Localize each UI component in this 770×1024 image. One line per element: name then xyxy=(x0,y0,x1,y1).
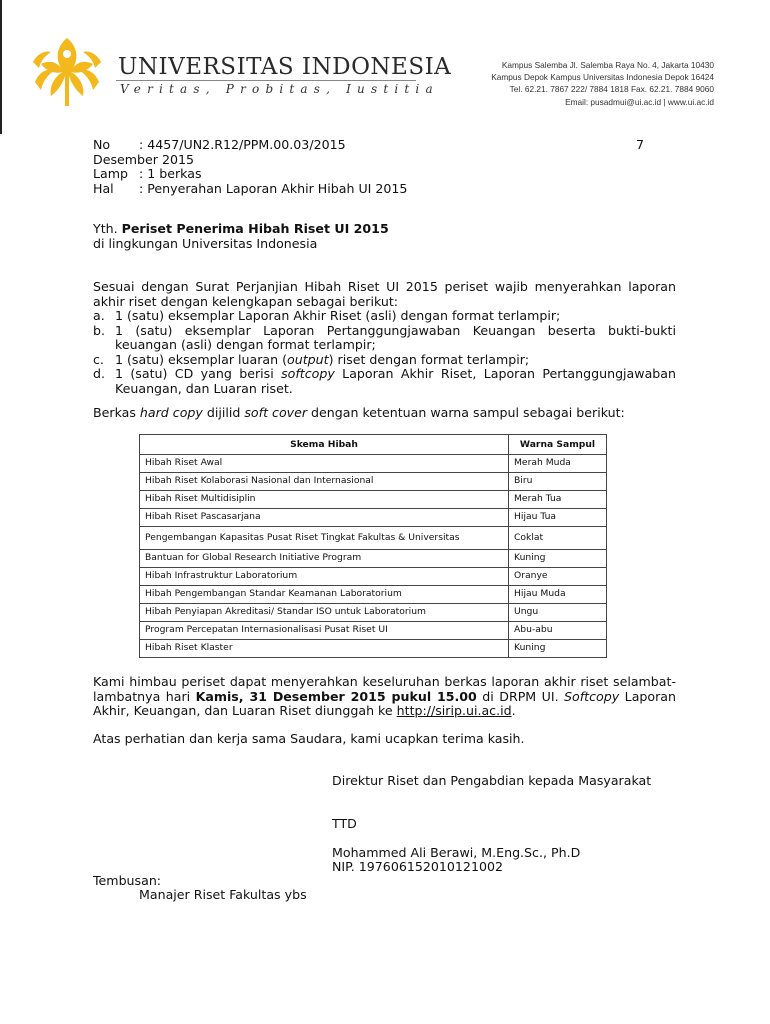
skema-cell: Hibah Penyiapan Akreditasi/ Standar ISO untuk Laboratorium xyxy=(140,604,509,622)
recipient-location: di lingkungan Universitas Indonesia xyxy=(93,235,318,251)
skema-cell: Program Percepatan Internasionalisasi Pusat Riset UI xyxy=(140,622,509,640)
deadline-italic: Softcopy xyxy=(564,688,620,704)
berkas-text: Berkas xyxy=(93,405,140,420)
table-row xyxy=(140,527,607,550)
list-item-text: 1 (satu) eksemplar Laporan Akhir Riset (asli) dengan format terlampir; xyxy=(115,308,561,323)
table-row xyxy=(140,604,607,622)
warna-cell: Kuning xyxy=(509,640,607,658)
warna-cell: Merah Muda xyxy=(509,455,607,473)
no-label: No xyxy=(93,137,111,152)
list-item xyxy=(93,367,676,396)
signer-nip: NIP. 197606152010121002 xyxy=(332,859,503,874)
list-marker: a. xyxy=(93,308,105,323)
column-header-skema: Skema Hibah xyxy=(140,435,509,455)
deadline-text: di DRPM UI. xyxy=(476,688,565,704)
skema-cell: Hibah Riset Klaster xyxy=(140,640,509,658)
letter-day: 7 xyxy=(636,137,645,152)
ttd-label: TTD xyxy=(332,816,357,831)
lamp-value: : 1 berkas xyxy=(139,166,202,181)
berkas-text: dengan ketentuan warna sampul sebagai berikut: xyxy=(307,405,625,420)
list-marker: c. xyxy=(93,351,104,367)
table-header-row xyxy=(140,435,607,455)
berkas-italic: hard copy xyxy=(139,405,203,420)
warna-cell: Merah Tua xyxy=(509,491,607,509)
table-row xyxy=(140,550,607,568)
warna-cell: Hijau Tua xyxy=(509,509,607,527)
signer-name: Mohammed Ali Berawi, M.Eng.Sc., Ph.D xyxy=(332,845,581,860)
letter-month-year: Desember 2015 xyxy=(93,151,194,167)
table-row xyxy=(140,622,607,640)
skema-cell: Hibah Riset Awal xyxy=(140,455,509,473)
skema-cell: Hibah Riset Pascasarjana xyxy=(140,509,509,527)
list-item-text: ) riset dengan format terlampir; xyxy=(328,351,530,367)
skema-cell: Bantuan for Global Research Initiative Program xyxy=(140,550,509,568)
list-item xyxy=(93,324,676,353)
table-row xyxy=(140,568,607,586)
deadline-text: Laporan Akhir, Keuangan, dan Luaran Riset diunggah ke xyxy=(93,688,676,718)
letter-reference xyxy=(93,138,653,196)
makara-logo-icon xyxy=(27,32,107,112)
address-line: Kampus Salemba Jl. Salemba Raya No. 4, Jakarta 10430 xyxy=(501,60,714,70)
university-name: UNIVERSITAS INDONESIA xyxy=(118,54,452,80)
warna-cell: Coklat xyxy=(509,527,607,550)
column-header-warna: Warna Sampul xyxy=(509,435,607,455)
list-marker: d. xyxy=(93,366,105,381)
yth-prefix: Yth. xyxy=(93,221,122,236)
address-line: Email: pusadmui@ui.ac.id | www.ui.ac.id xyxy=(565,96,714,107)
recipient-name: Periset Penerima Hibah Riset UI 2015 xyxy=(121,221,389,236)
recipient-block xyxy=(93,222,676,251)
skema-cell: Hibah Riset Multidisiplin xyxy=(140,491,509,509)
table-row xyxy=(140,491,607,509)
list-item-text: 1 (satu) eksemplar luaran ( xyxy=(115,351,288,367)
no-value: : 4457/UN2.R12/PPM.00.03/2015 xyxy=(139,137,346,152)
skema-cell: Pengembangan Kapasitas Pusat Riset Tingkat Fakultas & Universitas xyxy=(140,527,509,550)
warna-cell: Abu-abu xyxy=(509,622,607,640)
tembusan-item: Manajer Riset Fakultas ybs xyxy=(139,887,307,902)
berkas-text: dijilid xyxy=(202,405,245,420)
list-item-text: Laporan Akhir Riset, Laporan Pertanggungjawaban Keuangan, dan Luaran riset. xyxy=(115,366,676,396)
university-motto: Veritas, Probitas, Iustitia xyxy=(120,82,439,96)
warna-cell: Kuning xyxy=(509,550,607,568)
lamp-label: Lamp xyxy=(93,166,128,181)
requirements-list xyxy=(93,309,676,396)
table-row xyxy=(140,455,607,473)
berkas-paragraph xyxy=(93,406,676,421)
list-item-text: 1 (satu) eksemplar Laporan Pertanggungjawaban Keuangan beserta bukti-bukti keuangan (asli) dengan format terlampir; xyxy=(115,322,676,352)
address-line: Tel. 62.21. 7867 222/ 7884 1818 Fax. 62.21. 7884 9060 xyxy=(509,84,714,95)
deadline-paragraph xyxy=(93,675,676,719)
list-item-italic: output xyxy=(287,351,329,367)
deadline-text: . xyxy=(511,703,516,718)
header-rule xyxy=(116,80,416,81)
skema-cell: Hibah Riset Kolaborasi Nasional dan Internasional xyxy=(140,473,509,491)
intro-paragraph: Sesuai dengan Surat Perjanjian Hibah Riset UI 2015 periset wajib menyerahkan laporan akhir riset dengan kelengkapan sebagai berikut: xyxy=(93,279,676,309)
table-row xyxy=(140,473,607,491)
list-item-italic: softcopy xyxy=(281,366,335,381)
table-row xyxy=(140,509,607,527)
upload-link[interactable]: http://sirip.ui.ac.id xyxy=(396,703,512,718)
list-item-text: 1 (satu) CD yang berisi xyxy=(115,366,282,381)
list-marker: b. xyxy=(93,322,105,338)
university-address xyxy=(491,59,714,108)
skema-cell: Hibah Pengembangan Standar Keamanan Laboratorium xyxy=(140,586,509,604)
warna-cell: Biru xyxy=(509,473,607,491)
page-edge xyxy=(0,0,2,134)
list-item xyxy=(93,309,676,324)
warna-cell: Hijau Muda xyxy=(509,586,607,604)
table-row xyxy=(140,586,607,604)
cover-color-table xyxy=(139,434,607,658)
signer-title: Direktur Riset dan Pengabdian kepada Masyarakat xyxy=(332,773,652,788)
skema-cell: Hibah Infrastruktur Laboratorium xyxy=(140,568,509,586)
hal-value: : Penyerahan Laporan Akhir Hibah UI 2015 xyxy=(139,180,408,196)
table-row xyxy=(140,640,607,658)
warna-cell: Oranye xyxy=(509,568,607,586)
thanks-line: Atas perhatian dan kerja sama Saudara, kami ucapkan terima kasih. xyxy=(93,731,525,746)
list-item xyxy=(93,353,676,368)
deadline-text: Kami himbau periset dapat menyerahkan keseluruhan berkas laporan akhir riset selambat-lambatnya hari xyxy=(93,674,676,704)
hal-label: Hal xyxy=(93,180,114,196)
address-line: Kampus Depok Kampus Universitas Indonesia Depok 16424 xyxy=(491,72,714,83)
deadline-date: Kamis, 31 Desember 2015 pukul 15.00 xyxy=(195,688,477,704)
warna-cell: Ungu xyxy=(509,604,607,622)
berkas-italic: soft cover xyxy=(244,405,308,420)
tembusan-label: Tembusan: xyxy=(93,873,162,888)
